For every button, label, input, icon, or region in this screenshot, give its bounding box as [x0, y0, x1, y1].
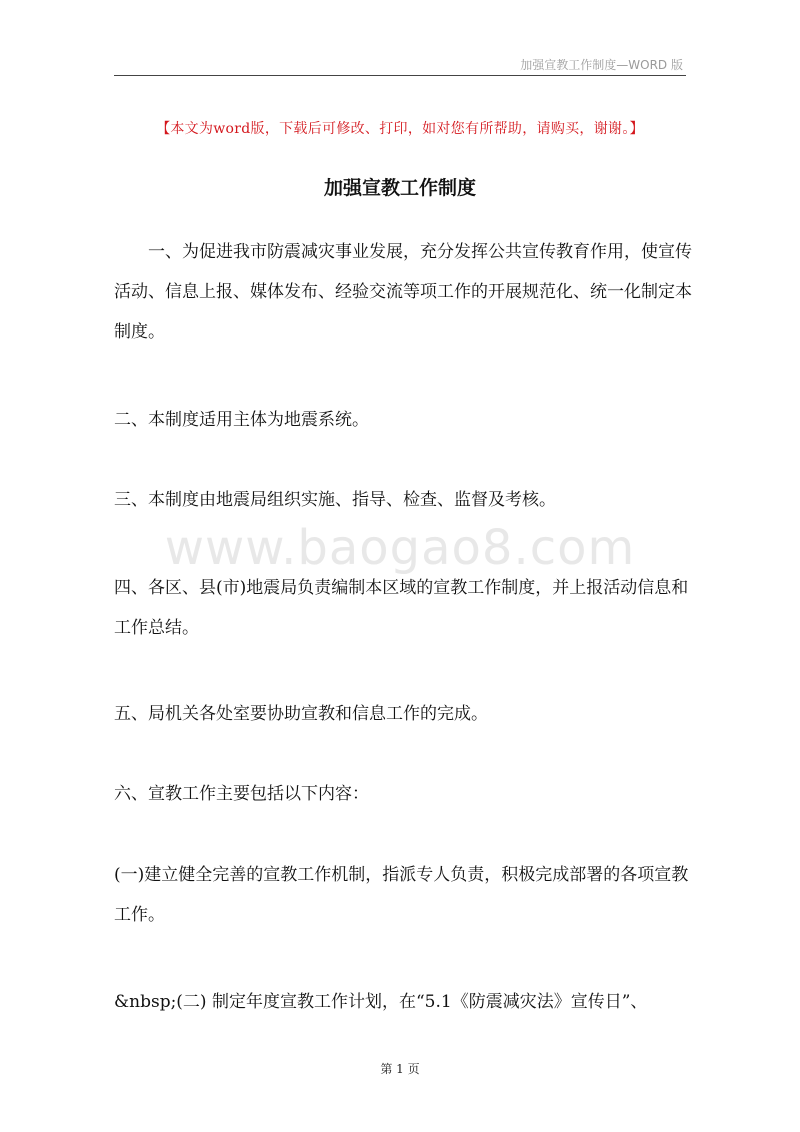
paragraph-5: 五、局机关各处室要协助宣教和信息工作的完成。 — [114, 704, 488, 724]
paragraph-6: 六、宣教工作主要包括以下内容： — [114, 784, 369, 804]
paragraph-7: (一)建立健全完善的宣教工作机制，指派专人负责，积极完成部署的各项宣教工作。 — [114, 865, 689, 925]
purchase-notice: 【本文为word版，下载后可修改、打印，如对您有所帮助，请购买，谢谢。】 — [156, 121, 644, 137]
watermark: www.baogao8.com — [164, 520, 636, 576]
paragraph-4: 四、各区、县(市)地震局负责编制本区域的宣教工作制度，并上报活动信息和工作总结。 — [114, 578, 689, 638]
page-number: 第 1 页 — [380, 1062, 420, 1076]
document-title: 加强宣教工作制度 — [323, 177, 476, 199]
paragraph-3: 三、本制度由地震局组织实施、指导、检查、监督及考核。 — [114, 490, 556, 510]
header-divider — [114, 75, 686, 76]
page-header-title: 加强宣教工作制度—WORD 版 — [520, 58, 683, 72]
paragraph-1: 一、为促进我市防震减灾事业发展，充分发挥公共宣传教育作用，使宣传活动、信息上报、媒体发布、经验交流等项工作的开展规范化、统一化制定本制度。 — [114, 242, 692, 342]
paragraph-8: &nbsp;(二) 制定年度宣教工作计划，在“5.1《防震减灾法》宣传日”、 — [114, 992, 648, 1012]
paragraph-2: 二、本制度适用主体为地震系统。 — [114, 410, 369, 430]
